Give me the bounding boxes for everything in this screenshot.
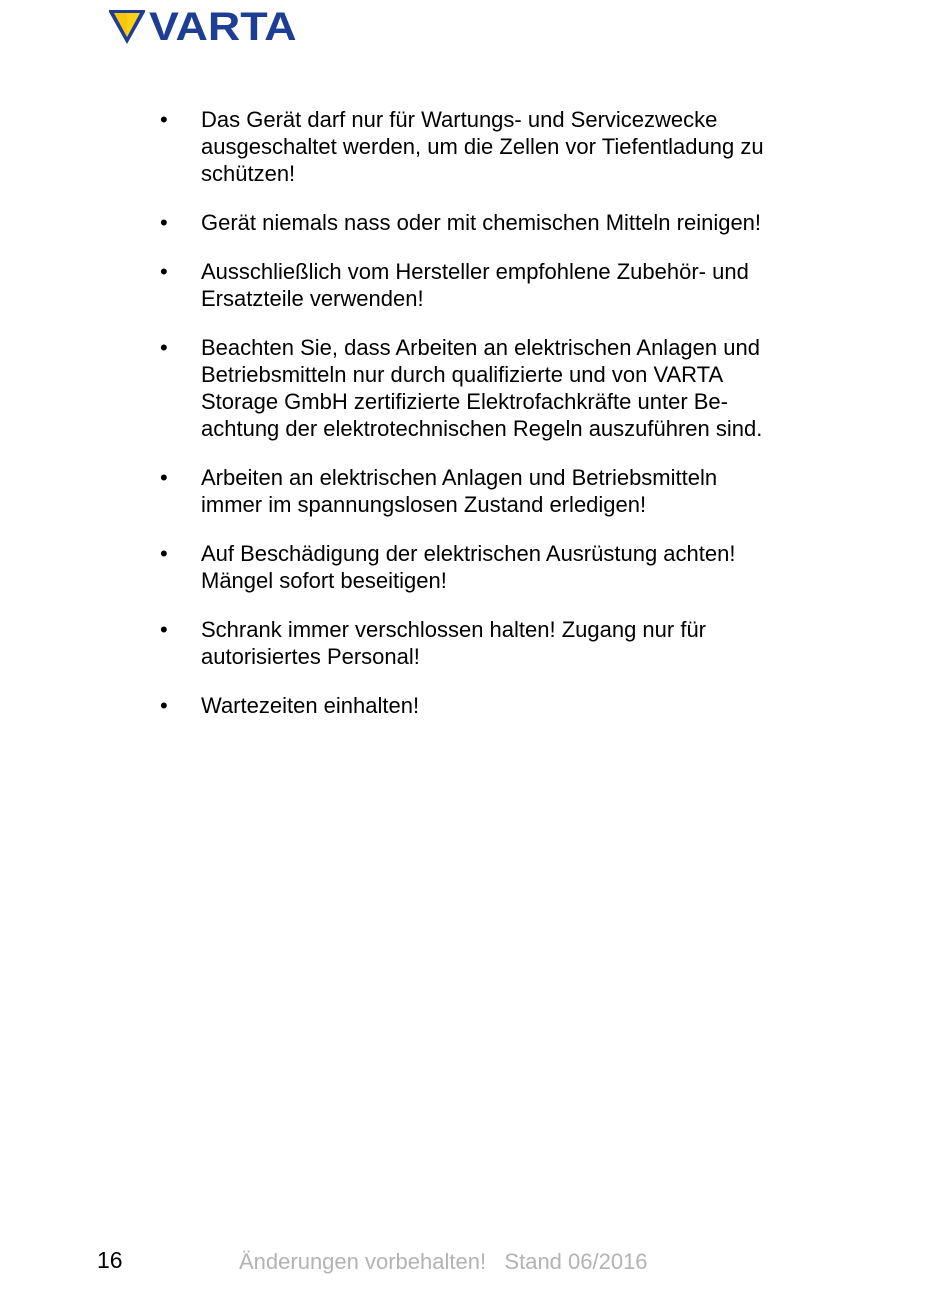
safety-instructions-list (160, 106, 810, 741)
list-item-text: Beachten Sie, dass Arbeiten an elektrischen Anlagen und Betriebsmitteln nur durch qualifizierte und von VARTA Storage GmbH zertifizierte Elektrofachkräfte unter Be- achtung der elektrotechnischen Regeln auszuführen sind. (201, 335, 763, 441)
bullet-icon: • (160, 617, 168, 642)
list-item-text: Das Gerät darf nur für Wartungs- und Servicezwecke ausgeschaltet werden, um die Zellen vor Tiefentladung zu schützen! (201, 107, 764, 186)
list-item (160, 692, 810, 719)
list-item (160, 616, 810, 670)
bullet-icon: • (160, 210, 168, 235)
varta-logo (109, 5, 297, 49)
list-item-text: Schrank immer verschlossen halten! Zugang nur für autorisiertes Personal! (201, 617, 707, 669)
list-item (160, 258, 810, 312)
bullet-icon: • (160, 465, 168, 490)
list-item-text: Gerät niemals nass oder mit chemischen Mitteln reinigen! (201, 210, 762, 235)
list-item (160, 334, 810, 442)
list-item (160, 106, 810, 187)
footer-notice: Änderungen vorbehalten! Stand 06/2016 (239, 1249, 648, 1274)
bullet-icon: • (160, 259, 168, 284)
list-item (160, 464, 810, 518)
bullet-icon: • (160, 541, 168, 566)
list-item (160, 540, 810, 594)
bullet-icon: • (160, 107, 168, 132)
page-number: 16 (97, 1247, 123, 1273)
bullet-icon: • (160, 693, 168, 718)
list-item-text: Auf Beschädigung der elektrischen Ausrüstung achten! Mängel sofort beseitigen! (201, 541, 736, 593)
list-item (160, 209, 810, 236)
logo-wordmark: VARTA (149, 5, 297, 49)
bullet-icon: • (160, 335, 168, 360)
list-item-text: Wartezeiten einhalten! (201, 693, 420, 718)
varta-v-emblem-icon (109, 10, 145, 44)
list-item-text: Ausschließlich vom Hersteller empfohlene Zubehör- und Ersatzteile verwenden! (201, 259, 749, 311)
list-item-text: Arbeiten an elektrischen Anlagen und Betriebsmitteln immer im spannungslosen Zustand erledigen! (201, 465, 718, 517)
